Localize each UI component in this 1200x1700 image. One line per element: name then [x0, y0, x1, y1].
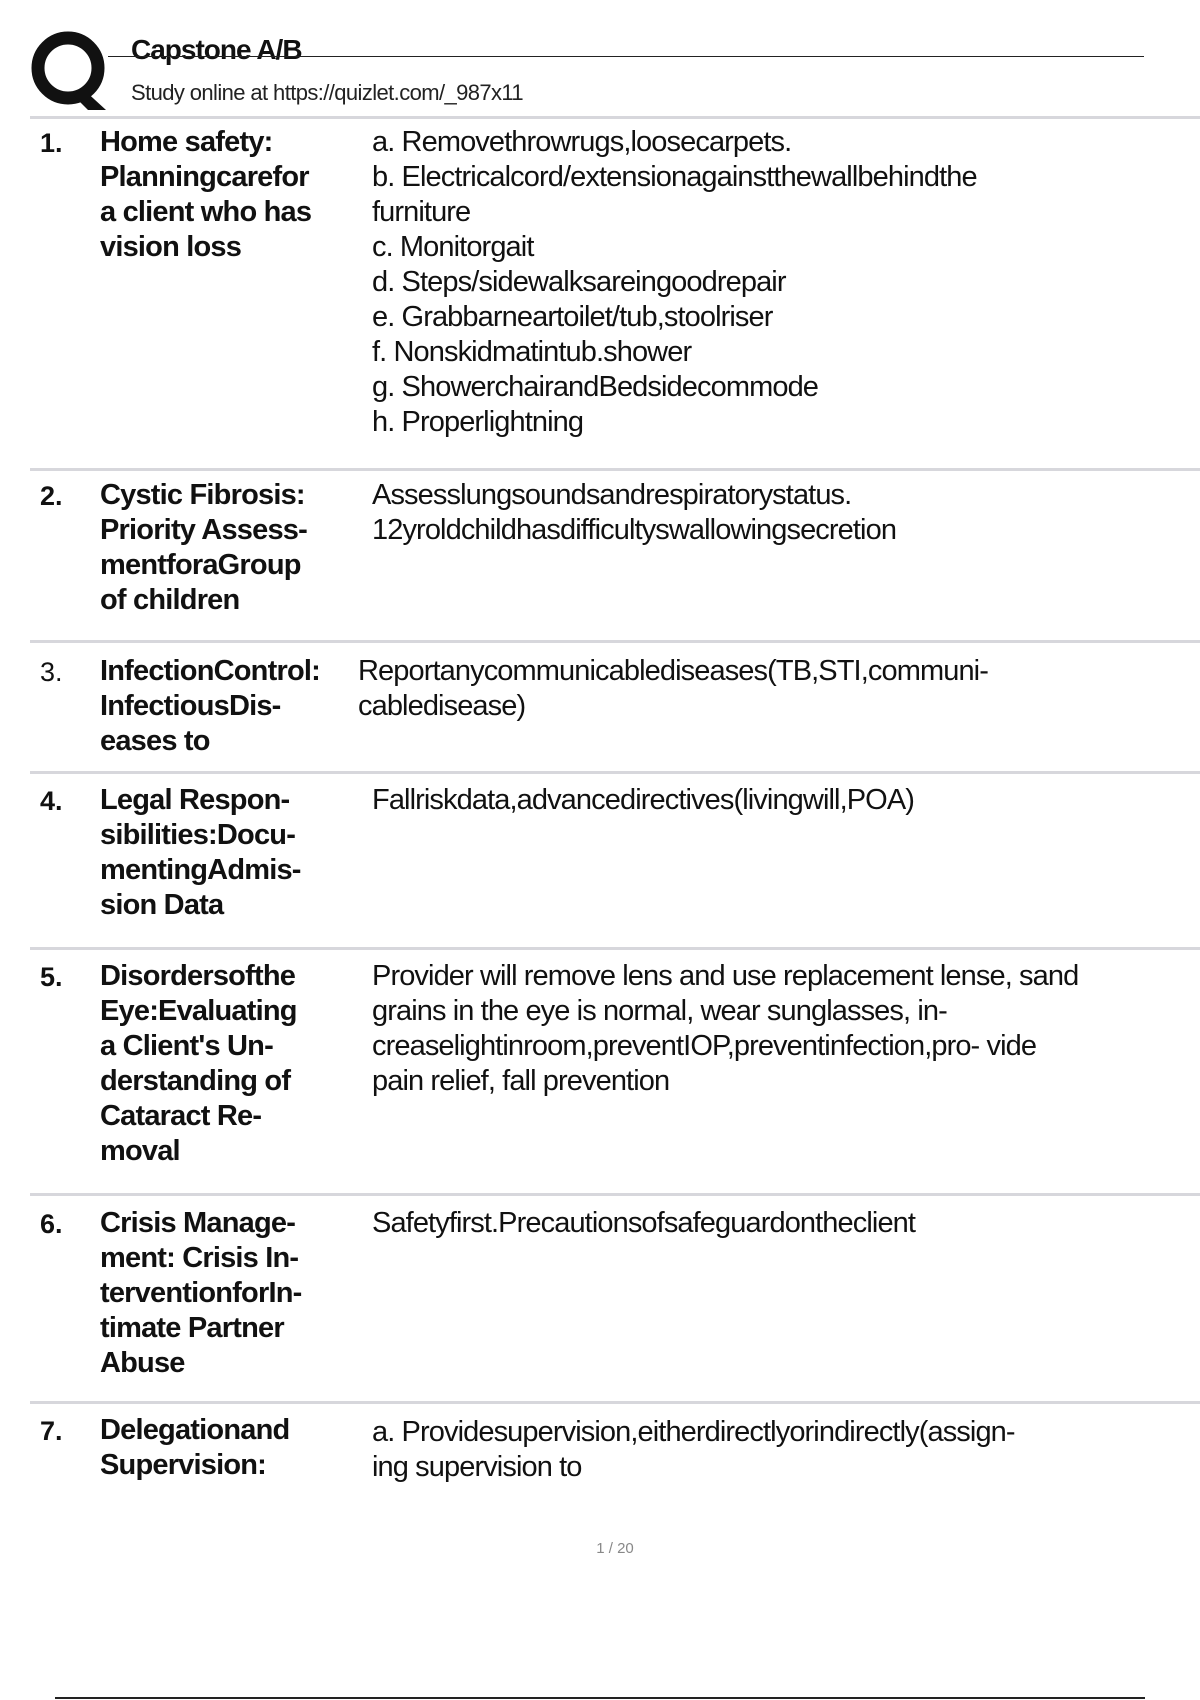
table-row [30, 643, 1200, 774]
header-divider [108, 56, 1144, 57]
row-definition: Reportanycommunicablediseases(TB,STI,communi- cabledisease) [358, 655, 988, 722]
row-term: Crisis Manage- ment: Crisis In- terventionforIn- timate Partner Abuse [100, 1207, 302, 1379]
row-number: 2. [40, 481, 63, 511]
row-term: Disordersofthe Eye:Evaluating a Client's Un- derstanding of Cataract Re- moval [100, 960, 297, 1167]
row-number: 6. [40, 1209, 63, 1239]
row-definition: a. Providesupervision,eitherdirectlyorindirectly(assign- ing supervision to [372, 1416, 1015, 1483]
row-term: Legal Respon- sibilities:Docu- mentingAdmis- sion Data [100, 784, 301, 921]
page-number: 1 / 20 [596, 1540, 634, 1557]
table-row [30, 118, 1200, 471]
table-row [30, 950, 1200, 1196]
table-row [30, 471, 1200, 643]
row-number: 1. [40, 128, 63, 158]
table-row [30, 1196, 1200, 1404]
flashcard-table [30, 118, 1200, 1524]
row-definition: Provider will remove lens and use replacement lense, sand grains in the eye is normal, wear sunglasses, in- creaselightinroom,preventIOP,preventinfection,pro- vide pain relief, fall prevention [372, 960, 1079, 1097]
study-online-link[interactable]: Study online at https://quizlet.com/_987x11 [131, 80, 524, 105]
table-row [30, 1404, 1200, 1524]
row-definition: Assesslungsoundsandrespiratorystatus. 12yroldchildhasdifficultyswallowingsecretion [372, 479, 897, 546]
footer-divider [55, 1697, 1145, 1699]
row-term: Cystic Fibrosis: Priority Assess- mentforaGroup of children [100, 479, 307, 616]
quizlet-q-logo-icon [30, 30, 110, 112]
row-definition: Fallriskdata,advancedirectives(livingwill,POA) [372, 784, 915, 816]
row-term: Delegationand Supervision: [100, 1414, 290, 1481]
row-number: 3. [40, 657, 63, 687]
row-number: 5. [40, 962, 63, 992]
row-number: 7. [40, 1416, 63, 1446]
row-term: InfectionControl: InfectiousDis- eases to [100, 655, 320, 757]
table-row [30, 774, 1200, 950]
set-title: Capstone A/B [131, 34, 302, 65]
row-definition: Safetyfirst.Precautionsofsafeguardontheclient [372, 1207, 916, 1239]
row-definition: a. Removethrowrugs,loosecarpets. b. Electricalcord/extensionagainstthewallbehindthe furniture c. Monitorgait d. Steps/sidewalksareingoodrepair e. Grabbarneartoilet/tub,stoolriser f. Nonskidmatintub.shower g. ShowerchairandBedsidecommode h. Properlightning [372, 126, 977, 438]
row-term: Home safety: Planningcarefor a client who has vision loss [100, 126, 312, 263]
row-number: 4. [40, 786, 63, 816]
